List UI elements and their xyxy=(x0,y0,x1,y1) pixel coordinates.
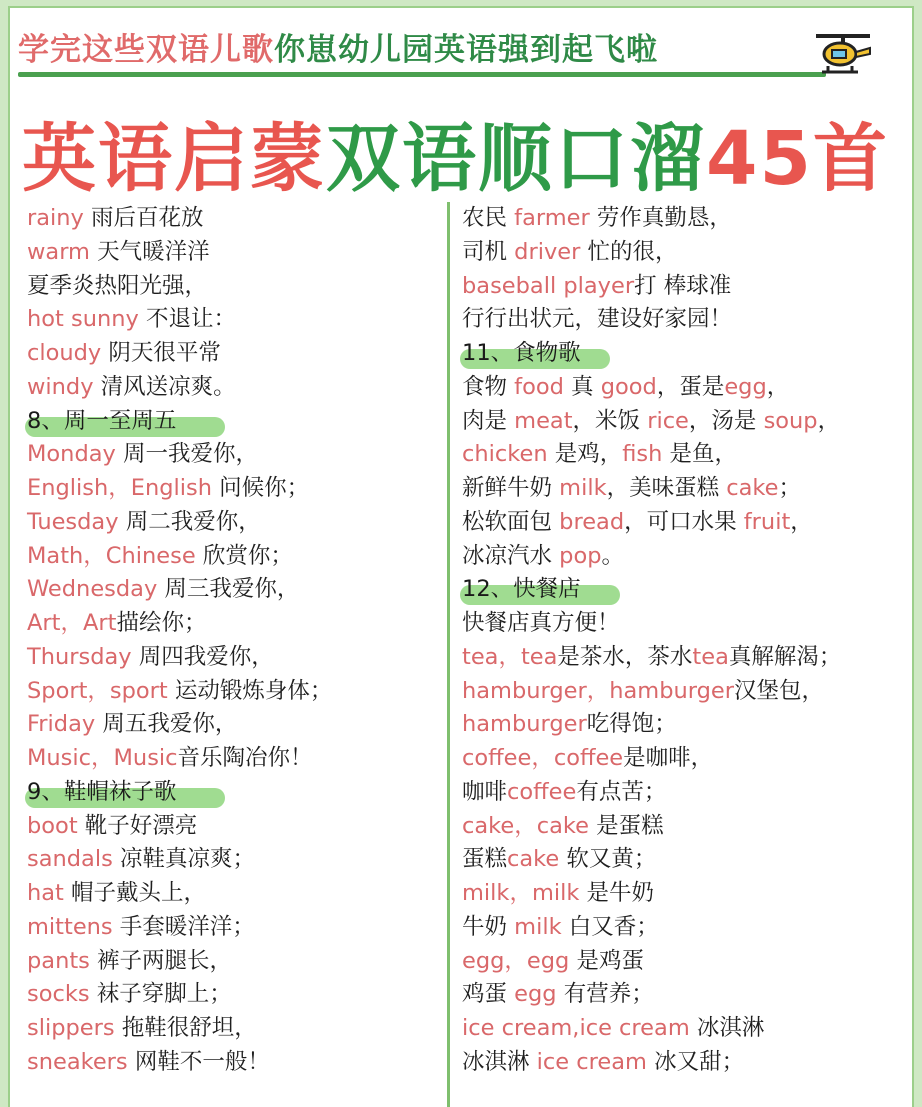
text-line xyxy=(462,776,902,810)
english-word: pop xyxy=(559,542,602,569)
subtitle xyxy=(18,24,658,70)
english-word: coffee xyxy=(507,778,577,805)
chinese-text: 阴天很平常 xyxy=(101,340,221,366)
text-line xyxy=(462,371,902,405)
text-line xyxy=(27,675,437,709)
english-word: rice xyxy=(647,407,689,434)
english-word: cake xyxy=(507,846,560,873)
chinese-text: 软又黄； xyxy=(559,846,657,873)
text-line xyxy=(27,337,437,371)
chinese-text: 周五我爱你， xyxy=(95,711,238,738)
text-line xyxy=(27,472,437,506)
english-word: ice cream,ice cream xyxy=(462,1015,690,1041)
main-title-number: 45首 xyxy=(706,116,889,202)
chinese-text: 是茶水，茶水 xyxy=(557,643,693,670)
chinese-text: ； xyxy=(778,475,802,501)
section-heading-8 xyxy=(27,405,437,439)
english-word: rainy xyxy=(27,205,84,231)
chinese-text: 蛋糕 xyxy=(462,846,508,873)
chinese-text: 靴子好漂亮 xyxy=(77,812,198,839)
helicopter-icon xyxy=(812,28,874,78)
text-line xyxy=(27,540,437,574)
english-word: cake，cake xyxy=(462,812,589,839)
text-line xyxy=(462,1046,902,1080)
text-line xyxy=(462,641,902,675)
chinese-text: 是蛋糕 xyxy=(588,812,664,839)
chinese-text: 新鲜牛奶 xyxy=(462,475,560,501)
chinese-text: 不退让： xyxy=(138,306,236,333)
english-word: chicken xyxy=(462,441,548,468)
text-line xyxy=(462,708,902,742)
text-line xyxy=(462,978,902,1012)
chinese-text: 袜子穿脚上； xyxy=(89,981,232,1008)
text-line xyxy=(462,405,902,439)
text-line xyxy=(27,270,437,304)
english-word: milk xyxy=(559,475,607,501)
english-word: socks xyxy=(27,981,90,1008)
chinese-text: ， xyxy=(790,508,813,535)
text-line xyxy=(462,675,902,709)
text-line xyxy=(27,1046,437,1080)
text-line xyxy=(27,438,437,472)
chinese-text: 周二我爱你， xyxy=(118,508,261,535)
english-word: Music，Music xyxy=(27,745,178,771)
english-word: Math，Chinese xyxy=(27,542,196,569)
english-word: bread xyxy=(559,508,625,535)
chinese-text: 有点苦； xyxy=(576,778,667,805)
chinese-text: 。 xyxy=(601,542,625,569)
text-line xyxy=(27,810,437,844)
right-column xyxy=(462,202,902,1080)
section-heading-11 xyxy=(462,337,902,371)
text-line xyxy=(27,641,437,675)
english-word: tea xyxy=(692,643,729,670)
english-word: boot xyxy=(27,812,78,839)
chinese-text: 咖啡 xyxy=(462,778,508,805)
chinese-text: 白又香； xyxy=(561,913,659,940)
text-line xyxy=(462,911,902,945)
section-heading-9 xyxy=(27,776,437,810)
text-line xyxy=(462,202,902,236)
text-line xyxy=(462,303,902,337)
chinese-text: 是咖啡， xyxy=(623,745,714,771)
chinese-text: 拖鞋很舒坦， xyxy=(114,1015,257,1041)
section-title: 9、鞋帽袜子歌 xyxy=(27,778,177,805)
text-line xyxy=(462,607,902,641)
column-divider xyxy=(447,202,450,1107)
chinese-text: 吃得饱； xyxy=(586,711,677,738)
chinese-text: ，汤是 xyxy=(688,407,764,434)
main-title-red: 英语启蒙 xyxy=(22,116,326,202)
english-word: English，English xyxy=(27,475,212,501)
chinese-text: 描绘你； xyxy=(116,610,207,636)
chinese-text: 真 xyxy=(563,373,601,400)
chinese-text: ， xyxy=(766,373,790,400)
chinese-text: ，美味蛋糕 xyxy=(606,475,727,501)
text-line xyxy=(462,540,902,574)
text-line xyxy=(462,810,902,844)
text-line xyxy=(462,506,902,540)
subtitle-part1: 学完这些双语儿歌 xyxy=(18,32,274,68)
text-line xyxy=(27,1012,437,1046)
text-line xyxy=(27,978,437,1012)
chinese-text: 欣赏你； xyxy=(195,542,293,569)
chinese-text: 农民 xyxy=(462,205,515,231)
chinese-text: 鸡蛋 xyxy=(462,981,515,1008)
english-word: Art，Art xyxy=(27,610,117,636)
text-line xyxy=(27,742,437,776)
text-line xyxy=(462,472,902,506)
chinese-text: 问候你； xyxy=(212,475,310,501)
chinese-text: 冰凉汽水 xyxy=(462,542,560,569)
english-word: Friday xyxy=(27,711,96,738)
chinese-text: 网鞋不一般！ xyxy=(127,1048,270,1075)
english-word: milk，milk xyxy=(462,880,580,906)
chinese-text: 清风送凉爽。 xyxy=(93,373,236,400)
chinese-text: 快餐店真方便！ xyxy=(462,610,620,636)
english-word: fish xyxy=(622,441,663,468)
chinese-text: 冰淇淋 xyxy=(462,1048,537,1075)
english-word: egg xyxy=(514,981,557,1008)
chinese-text: 冰淇淋 xyxy=(689,1015,765,1041)
english-word: soup xyxy=(763,407,818,434)
english-word: driver xyxy=(514,238,581,265)
english-word: sandals xyxy=(27,846,113,873)
chinese-text: 司机 xyxy=(462,238,515,265)
english-word: egg xyxy=(724,373,767,400)
chinese-text: 有营养； xyxy=(556,981,654,1008)
text-line xyxy=(462,236,902,270)
english-word: Thursday xyxy=(27,643,132,670)
text-line xyxy=(27,945,437,979)
chinese-text: 是鸡， xyxy=(547,441,623,468)
section-heading-12 xyxy=(462,573,902,607)
chinese-text: 松软面包 xyxy=(462,508,560,535)
text-line xyxy=(27,843,437,877)
chinese-text: 雨后百花放 xyxy=(83,205,204,231)
chinese-text: 牛奶 xyxy=(462,913,515,940)
chinese-text: 运动锻炼身体； xyxy=(167,677,333,704)
text-line xyxy=(27,607,437,641)
chinese-text: 手套暖洋洋； xyxy=(112,913,255,940)
english-word: fruit xyxy=(743,508,791,535)
chinese-text: 周三我爱你， xyxy=(157,576,300,603)
text-line xyxy=(462,843,902,877)
text-line xyxy=(27,371,437,405)
english-word: farmer xyxy=(514,205,590,231)
english-word: hot sunny xyxy=(27,306,139,333)
subtitle-part2: 你崽幼儿园英语强到起飞啦 xyxy=(274,32,658,68)
chinese-text: 是鸡蛋 xyxy=(569,947,644,974)
text-line xyxy=(462,270,902,304)
english-word: cake xyxy=(726,475,779,501)
main-title xyxy=(22,100,889,202)
chinese-text: 是牛奶 xyxy=(579,880,655,906)
chinese-text: 周一我爱你， xyxy=(115,441,258,468)
subtitle-underline xyxy=(18,72,826,77)
text-line xyxy=(27,303,437,337)
text-line xyxy=(462,945,902,979)
chinese-text: 天气暖洋洋 xyxy=(89,238,210,265)
english-word: ice cream xyxy=(536,1048,647,1075)
text-line xyxy=(462,742,902,776)
text-line xyxy=(27,708,437,742)
section-title: 12、快餐店 xyxy=(462,576,581,603)
chinese-text: ，米饭 xyxy=(572,407,648,434)
english-word: baseball player xyxy=(462,272,635,299)
chinese-text: 裤子两腿长， xyxy=(89,947,233,974)
english-word: Wednesday xyxy=(27,576,158,603)
text-line xyxy=(462,877,902,911)
text-line xyxy=(27,877,437,911)
english-word: egg，egg xyxy=(462,947,570,974)
left-column xyxy=(27,202,437,1080)
english-word: meat xyxy=(514,407,573,434)
english-word: hamburger，hamburger xyxy=(462,677,734,704)
text-line xyxy=(462,438,902,472)
text-line xyxy=(27,202,437,236)
english-word: coffee，coffee xyxy=(462,745,624,771)
english-word: good xyxy=(600,373,657,400)
chinese-text: 冰又甜； xyxy=(646,1048,745,1075)
english-word: tea，tea xyxy=(462,643,558,670)
english-word: sneakers xyxy=(27,1048,128,1075)
chinese-text: 汉堡包， xyxy=(733,677,824,704)
chinese-text: ， xyxy=(817,407,841,434)
english-word: hat xyxy=(27,880,64,906)
chinese-text: 音乐陶冶你！ xyxy=(177,745,313,771)
chinese-text: 帽子戴头上， xyxy=(63,880,207,906)
english-word: slippers xyxy=(27,1015,115,1041)
english-word: mittens xyxy=(27,913,113,940)
chinese-text: 是鱼， xyxy=(662,441,738,468)
chinese-text: 食物 xyxy=(462,373,515,400)
chinese-text: 肉是 xyxy=(462,407,515,434)
chinese-text: ，蛋是 xyxy=(656,373,725,400)
chinese-text: 夏季炎热阳光强， xyxy=(27,272,208,299)
english-word: warm xyxy=(27,238,90,265)
english-word: hamburger xyxy=(462,711,587,738)
english-word: pants xyxy=(27,947,90,974)
text-line xyxy=(27,573,437,607)
english-word: Monday xyxy=(27,441,116,468)
english-word: Sport，sport xyxy=(27,677,168,704)
chinese-text: 劳作真勤恳， xyxy=(589,205,732,231)
text-line xyxy=(27,236,437,270)
chinese-text: 周四我爱你， xyxy=(131,643,274,670)
section-title: 11、食物歌 xyxy=(462,340,581,366)
text-line xyxy=(27,911,437,945)
chinese-text: 凉鞋真凉爽； xyxy=(112,846,255,873)
chinese-text: 真解解渴； xyxy=(728,643,842,670)
english-word: milk xyxy=(514,913,562,940)
chinese-text: 忙的很， xyxy=(580,238,678,265)
english-word: food xyxy=(514,373,564,400)
text-line xyxy=(462,1012,902,1046)
english-word: windy xyxy=(27,373,94,400)
chinese-text: ，可口水果 xyxy=(624,508,744,535)
main-title-green: 双语顺口溜 xyxy=(326,116,706,202)
english-word: cloudy xyxy=(27,340,102,366)
chinese-text: 行行出状元，建设好家园！ xyxy=(462,306,733,333)
chinese-text: 打 棒球准 xyxy=(634,272,732,299)
section-title: 8、周一至周五 xyxy=(27,407,177,434)
text-line xyxy=(27,506,437,540)
english-word: Tuesday xyxy=(27,508,119,535)
